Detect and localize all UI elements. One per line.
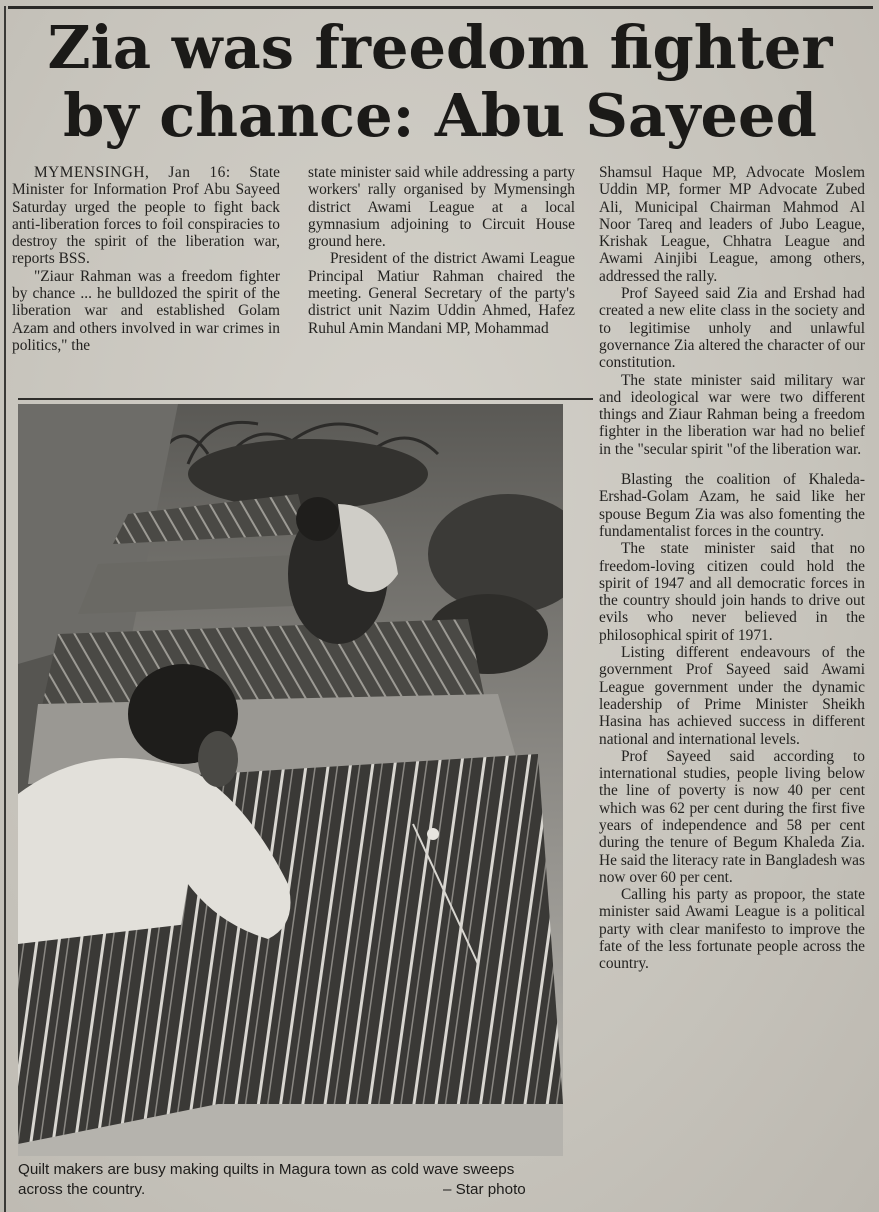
- left-rule: [4, 6, 6, 1212]
- headline: [10, 14, 870, 150]
- article-paragraph: The state minister said military war and ideological war were two different things and Ziaur Rahman being a freedom fighter in the liberation war had no belief in the "secular spirit "of the liberation war.: [599, 371, 865, 458]
- section-rule: [18, 398, 593, 400]
- top-rule: [8, 6, 873, 9]
- article-paragraph: The state minister said that no freedom-loving citizen could hold the spirit of 1947 and all democratic forces in the country should join hands to drive out evils who never believed in the philosophical spirit of 1971.: [599, 540, 865, 644]
- article-paragraph: MYMENSINGH, Jan 16: State Minister for Information Prof Abu Sayeed Saturday urged the people to fight back anti-liberation forces to foil conspiracies to destroy the spirit of the liberation war, reports BSS.: [12, 164, 280, 268]
- article-paragraph: Prof Sayeed said Zia and Ershad had created a new elite class in the society and to legitimise unholy and unlawful governance Zia altered the character of our constitution.: [599, 285, 865, 372]
- article-paragraph: Calling his party as propoor, the state minister said Awami League is a political party with clear manifesto to improve the fate of the less fortunate people across the country.: [599, 886, 865, 973]
- article-paragraph: Listing different endeavours of the government Prof Sayeed said Awami League government under the dynamic leadership of Prime Minister Sheikh Hasina has achieved success in different national and international levels.: [599, 644, 865, 748]
- article-paragraph: Prof Sayeed said according to international studies, people living below the line of poverty is now 40 per cent which was 62 per cent during the first five years of independence and 58 per cent during the tenure of Begum Khaleda Zia. He said the literacy rate in Bangladesh was now over 60 per cent.: [599, 747, 865, 886]
- article-paragraph: state minister said while addressing a party workers' rally organised by Mymensingh district Awami League at a local gymnasium adjoining to Circuit House ground here.: [308, 164, 575, 251]
- dateline: MYMENSINGH, Jan 16:: [34, 164, 231, 181]
- news-photo: [18, 404, 563, 1156]
- article-paragraph: "Ziaur Rahman was a freedom fighter by chance ... he bulldozed the spirit of the liberation war and established Golam Azam and others involved in war crimes in politics," the: [12, 267, 280, 354]
- article-paragraph: Blasting the coalition of Khaleda-Ershad-Golam Azam, he said like her spouse Begum Zia was also fomenting the fundamentalist forces in the country.: [599, 471, 865, 540]
- headline-line-1: Zia was freedom fighter: [47, 13, 833, 82]
- article-column-2: [308, 164, 575, 337]
- headline-line-2: by chance: Abu Sayeed: [63, 81, 817, 150]
- quilt-makers-photo: [18, 404, 563, 1156]
- article-column-1: [12, 164, 280, 354]
- article-column-3: [599, 164, 865, 973]
- photo-caption: Quilt makers are busy making quilts in Magura town as cold wave sweeps across the country.: [18, 1161, 515, 1198]
- photo-credit: – Star photo: [443, 1181, 526, 1198]
- article-paragraph: Shamsul Haque MP, Advocate Moslem Uddin MP, former MP Advocate Zubed Ali, Municipal Chairman Mahmod Al Noor Tareq and leaders of Jubo League, Krishak League, Chhatra League and Awami Ainjibi League, among others, addressed the rally.: [599, 164, 865, 285]
- article-paragraph: President of the district Awami League Principal Matiur Rahman chaired the meeting. General Secretary of the party's district unit Nazim Uddin Ahmed, Hafez Ruhul Amin Mandani MP, Mohammad: [308, 250, 575, 337]
